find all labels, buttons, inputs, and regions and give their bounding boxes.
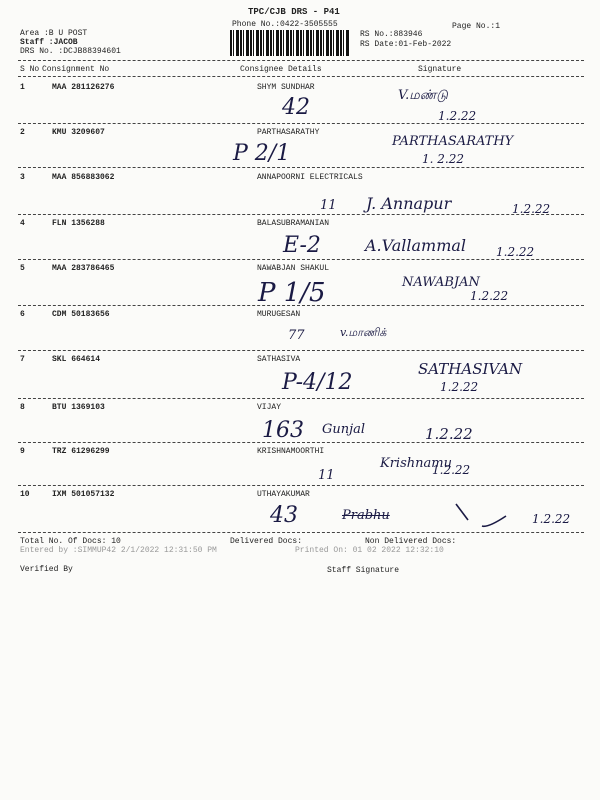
signature-date: 1.2.22 [470, 289, 509, 303]
row-divider [18, 214, 584, 215]
consignee-name: ANNAPOORNI ELECTRICALS [257, 173, 363, 182]
row-sno: 7 [20, 355, 25, 364]
row-sno: 4 [20, 219, 25, 228]
signature-date: 1.2.22 [425, 425, 473, 443]
row-divider [18, 485, 584, 486]
handwritten-number: 11 [320, 198, 337, 213]
page-number: Page No.:1 [452, 22, 501, 31]
consignee-name: BALASUBRAMANIAN [257, 219, 330, 228]
signature: Gunjal [322, 422, 366, 437]
divider [18, 76, 584, 77]
handwritten-number: 77 [288, 328, 305, 343]
signature: J. Annapur [366, 194, 452, 213]
signature-date: 1.2.22 [432, 463, 471, 477]
row-divider [18, 167, 584, 168]
row-sno: 10 [20, 490, 30, 499]
consignee-name: SATHASIVA [257, 355, 301, 364]
signature: SATHASIVAN [418, 360, 523, 378]
consignee-name: MURUGESAN [257, 310, 301, 319]
handwritten-number: 43 [270, 503, 298, 528]
consignment-number: SKL 664614 [52, 355, 101, 364]
row-divider [18, 350, 584, 351]
consignee-name: VIJAY [257, 403, 282, 412]
row-sno: 3 [20, 173, 25, 182]
consignee-name: SHYM SUNDHAR [257, 83, 315, 92]
entered-by: Entered by :SIMMUP42 2/1/2022 12:31:50 PM [20, 546, 217, 555]
row-divider [18, 259, 584, 260]
row-divider [18, 532, 584, 533]
col-consignee: Consignee Details [240, 65, 322, 74]
signature-date: 1.2.22 [512, 202, 551, 216]
consignment-number: IXM 501057132 [52, 490, 115, 499]
staff-signature: Staff Signature [327, 566, 400, 575]
printed-on: Printed On: 01 02 2022 12:32:10 [295, 546, 444, 555]
col-sno: S No [20, 65, 40, 74]
non-delivered-docs: Non Delivered Docs: [365, 537, 457, 546]
signature-date: 1.2.22 [532, 512, 571, 526]
verified-by: Verified By [20, 565, 73, 574]
signature-date: 1. 2.22 [422, 152, 464, 166]
row-sno: 2 [20, 128, 25, 137]
signature: v.மாணிக் [340, 326, 387, 339]
handwritten-number: P 2/1 [233, 141, 291, 166]
consignment-number: MAA 856883062 [52, 173, 115, 182]
row-divider [18, 442, 584, 443]
handwritten-number: 163 [262, 418, 304, 443]
checkmark-icon [452, 498, 512, 532]
consignment-number: BTU 1369103 [52, 403, 105, 412]
handwritten-number: 11 [318, 468, 335, 483]
consignee-name: PARTHASARATHY [257, 128, 320, 137]
consignment-number: KMU 3209607 [52, 128, 105, 137]
row-divider [18, 398, 584, 399]
row-sno: 9 [20, 447, 25, 456]
consignment-number: MAA 283786465 [52, 264, 115, 273]
signature: V.மண்டு [398, 88, 448, 103]
consignment-number: MAA 281126276 [52, 83, 115, 92]
signature: A.Vallammal [365, 236, 467, 255]
consignment-number: FLN 1356288 [52, 219, 105, 228]
phone-number: Phone No.:0422-3505555 [232, 20, 338, 29]
signature-date: 1.2.22 [438, 109, 477, 123]
consignee-name: NAWABJAN SHAKUL [257, 264, 330, 273]
staff-name: Staff :JACOB [20, 38, 78, 47]
barcode [230, 30, 350, 56]
handwritten-number: E-2 [283, 233, 321, 258]
handwritten-number: 42 [282, 95, 310, 120]
row-sno: 8 [20, 403, 25, 412]
area: Area :B U POST [20, 29, 88, 38]
signature: Prabhu [342, 508, 390, 523]
divider [18, 60, 584, 61]
row-divider [18, 305, 584, 306]
col-consignment: Consignment No [42, 65, 110, 74]
report-title: TPC/CJB DRS - P41 [248, 7, 340, 17]
signature: NAWABJAN [402, 275, 480, 290]
col-signature: Signature [418, 65, 462, 74]
consignee-name: KRISHNAMOORTHI [257, 447, 325, 456]
handwritten-number: P-4/12 [282, 370, 353, 395]
signature-date: 1.2.22 [440, 380, 479, 394]
drs-number: DRS No. :DCJB88394601 [20, 47, 121, 56]
rs-date: RS Date:01-Feb-2022 [360, 40, 452, 49]
consignee-name: UTHAYAKUMAR [257, 490, 310, 499]
signature: PARTHASARATHY [392, 134, 514, 149]
handwritten-number: P 1/5 [258, 278, 326, 308]
signature: Krishnamu [380, 456, 452, 471]
rs-number: RS No.:883946 [360, 30, 423, 39]
signature-date: 1.2.22 [496, 245, 535, 259]
consignment-number: TRZ 61296299 [52, 447, 110, 456]
consignment-number: CDM 50183656 [52, 310, 110, 319]
total-docs: Total No. Of Docs: 10 [20, 537, 121, 546]
delivered-docs: Delivered Docs: [230, 537, 303, 546]
row-divider [18, 123, 584, 124]
row-sno: 6 [20, 310, 25, 319]
row-sno: 1 [20, 83, 25, 92]
row-sno: 5 [20, 264, 25, 273]
